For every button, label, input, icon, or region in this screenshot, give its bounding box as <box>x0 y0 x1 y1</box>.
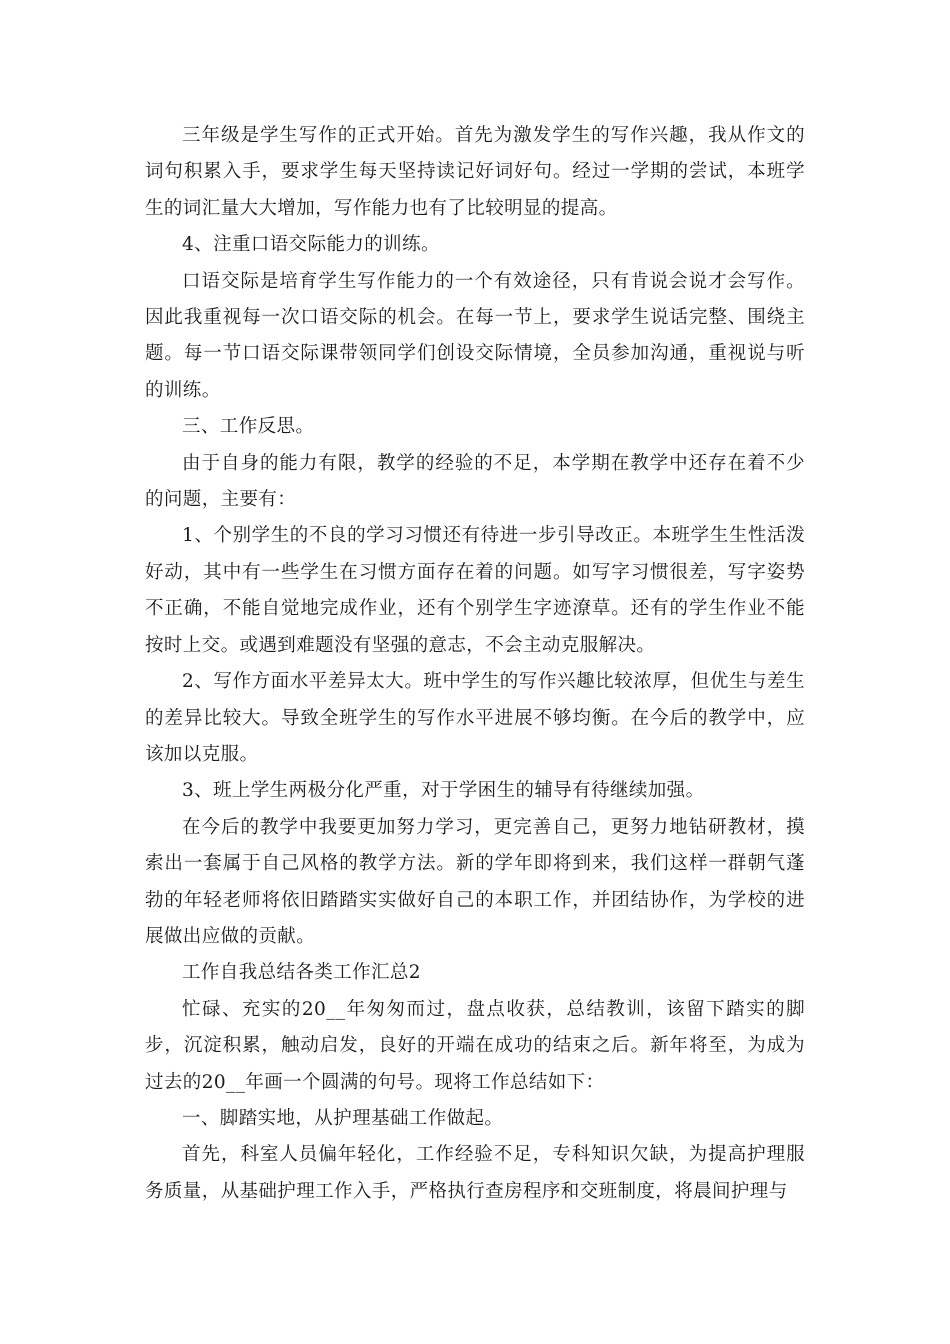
paragraph-nursing-basics: 首先，科室人员偏年轻化，工作经验不足，专科知识欠缺，为提高护理服务质量，从基础护理工作入手，严格执行查房程序和交班制度，将晨间护理与 <box>145 1144 805 1202</box>
section-title-summary-2: 工作自我总结各类工作汇总2 <box>182 962 421 984</box>
document-body <box>145 118 805 1210</box>
paragraph-issue-2: 2、写作方面水平差异太大。班中学生的写作兴趣比较浓厚，但优生与差生的差异比较大。导致全班学生的写作水平进展不够均衡。在今后的教学中，应该加以克服。 <box>145 671 805 765</box>
paragraph-writing-start: 三年级是学生写作的正式开始。首先为激发学生的写作兴趣，我从作文的词句积累入手，要求学生每天坚持读记好词好句。经过一学期的尝试，本班学生的词汇量大大增加，写作能力也有了比较明显的提高。 <box>145 125 805 219</box>
paragraph-issue-1: 1、个别学生的不良的学习习惯还有待进一步引导改正。本班学生生性活泼好动，其中有一些学生在习惯方面存在着的问题。如写字习惯很差，写字姿势不正确，不能自觉地完成作业，还有个别学生字迹潦草。还有的学生作业不能按时上交。或遇到难题没有坚强的意志，不会主动克服解决。 <box>145 525 805 656</box>
paragraph-future-plan: 在今后的教学中我要更加努力学习，更完善自己，更努力地钻研教材，摸索出一套属于自己风格的教学方法。新的学年即将到来，我们这样一群朝气蓬勃的年轻老师将依旧踏踏实实做好自己的本职工作，并团结协作，为学校的进展做出应做的贡献。 <box>145 816 805 947</box>
paragraph-year-review: 忙碌、充实的20__年匆匆而过，盘点收获，总结教训，该留下踏实的脚步，沉淀积累，触动启发，良好的开端在成功的结束之后。新年将至，为成为过去的20__年画一个圆满的句号。现将工作总结如下： <box>145 998 805 1093</box>
paragraph-reflection-intro: 由于自身的能力有限，教学的经验的不足，本学期在教学中还存在着不少的问题，主要有： <box>145 452 805 511</box>
heading-work-reflection: 三、工作反思。 <box>182 416 315 438</box>
paragraph-issue-3: 3、班上学生两极分化严重，对于学困生的辅导有待继续加强。 <box>182 780 705 802</box>
heading-oral-communication: 4、注重口语交际能力的训练。 <box>182 234 440 256</box>
paragraph-oral-communication: 口语交际是培育学生写作能力的一个有效途径，只有肯说会说才会写作。因此我重视每一次口语交际的机会。在每一节上，要求学生说话完整、围绕主题。每一节口语交际课带领同学们创设交际情境，全员参加沟通，重视说与听的训练。 <box>145 270 805 401</box>
heading-nursing-basics: 一、脚踏实地，从护理基础工作做起。 <box>182 1107 504 1129</box>
